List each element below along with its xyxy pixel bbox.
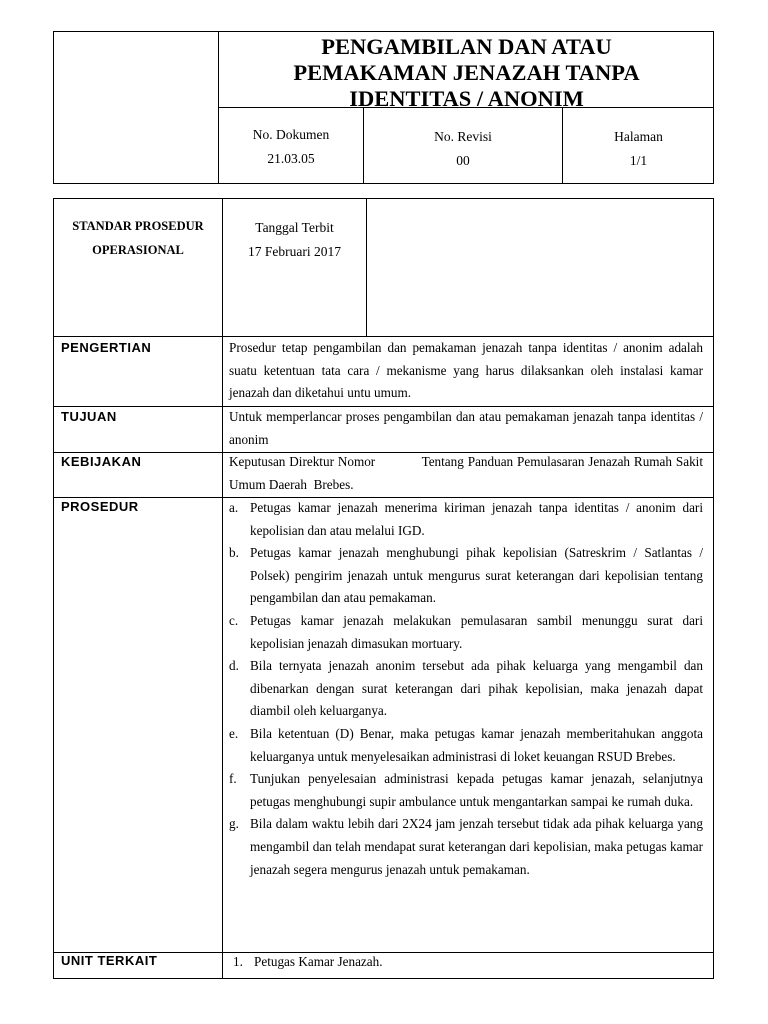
unit-terkait-list [233, 951, 703, 974]
prosedur-item [229, 655, 703, 723]
prosedur-item-marker: d. [229, 658, 239, 674]
prosedur-item-marker: f. [229, 771, 237, 787]
prosedur-list [229, 497, 703, 881]
prosedur-item-marker: c. [229, 612, 239, 628]
prosedur-item [229, 497, 703, 542]
prosedur-item [229, 768, 703, 813]
unit-terkait-item-marker: 1. [233, 954, 243, 969]
prosedur-item [229, 723, 703, 768]
issue-date-label: Tanggal Terbit [255, 220, 334, 235]
revision-cell [364, 125, 562, 173]
prosedur-item-text: Petugas kamar jenazah menghubungi pihak kepolisian (Satreskrim / Satlantas / Polsek) pengirim jenazah untuk mengurus surat keterangan dari kepolisian tentang pengambilan dan atau pemakaman. [250, 545, 703, 606]
page-label: Halaman [614, 129, 663, 144]
label-kebijakan: KEBIJAKAN [61, 454, 142, 469]
unit-terkait-item-text: Petugas Kamar Jenazah. [254, 954, 383, 969]
prosedur-item-marker: a. [229, 500, 239, 515]
prosedur-item-marker: b. [229, 545, 239, 561]
doc-number-cell [219, 123, 363, 171]
page-value: 1/1 [629, 153, 648, 168]
revision-label: No. Revisi [434, 129, 492, 144]
document-title-line-3: IDENTITAS / ANONIM [349, 86, 584, 111]
doc-number-value: 21.03.05 [267, 151, 315, 166]
kebijakan-text: Keputusan Direktur Nomor Tentang Panduan Pemulasaran Jenazah Rumah Sakit Umum Daerah Brebes. [229, 454, 707, 492]
prosedur-item-text: Petugas kamar jenazah menerima kiriman jenazah tanpa identitas / anonim dari kepolisian dan atau melalui IGD. [250, 500, 703, 538]
prosedur-item-text: Petugas kamar jenazah melakukan pemulasaran sambil menunggu surat dari kepolisian jenazah dimasukan mortuary. [250, 612, 703, 651]
sop-title-line-1: STANDAR PROSEDUR [72, 219, 204, 233]
pengertian-text: Prosedur tetap pengambilan dan pemakaman jenazah tanpa identitas / anonim adalah suatu ketentuan tata cara / mekanisme yang harus dilaksankan oleh instalasi kamar jenazah dan diketahui untu umum. [229, 340, 703, 401]
issue-date-value: 17 Februari 2017 [248, 244, 341, 259]
prosedur-item-text: Bila ternyata jenazah anonim tersebut ada pihak keluarga yang mengambil dan dibenarkan dengan surat keterangan dari pihak kepolisian, maka jenazah dapat diambil oleh keluarganya. [250, 658, 703, 719]
document-title-line-1: PENGAMBILAN DAN ATAU [321, 34, 612, 59]
tujuan-text: Untuk memperlancar proses pengambilan dan atau pemakaman jenazah tanpa identitas / anonim [229, 409, 703, 447]
label-column-divider [222, 198, 223, 979]
document-title [219, 32, 714, 111]
prosedur-item-text: Bila dalam waktu lebih dari 2X24 jam jenzah tersebut tidak ada pihak keluarga yang mengambil dan telah mendapat surat keterangan dari kepolisian, maka petugas kamar jenazah segera mengurus jenazah untuk pemakaman. [250, 816, 703, 877]
label-pengertian: PENGERTIAN [61, 340, 152, 355]
page-cell [563, 125, 714, 173]
prosedur-item-marker: e. [229, 725, 239, 741]
prosedur-item-marker: g. [229, 816, 239, 832]
document-title-line-2: PEMAKAMAN JENAZAH TANPA [293, 60, 640, 85]
prosedur-item [229, 542, 703, 610]
label-unit-terkait: UNIT TERKAIT [61, 953, 158, 968]
date-column-divider [366, 198, 367, 336]
doc-number-label: No. Dokumen [252, 127, 330, 142]
label-tujuan: TUJUAN [61, 409, 117, 424]
prosedur-item-text: Bila ketentuan (D) Benar, maka petugas kamar jenazah memberitahukan anggota keluarganya untuk menyelesaikan administrasi di loket keuangan RSUD Brebes. [250, 725, 703, 764]
revision-value: 00 [456, 153, 470, 168]
label-prosedur: PROSEDUR [61, 499, 139, 514]
prosedur-item-text: Tunjukan penyelesaian administrasi kepada petugas kamar jenazah, selanjutnya petugas menghubungi supir ambulance untuk mengantarkan sampai ke rumah duka. [250, 771, 703, 809]
unit-terkait-item [233, 951, 703, 974]
prosedur-item [229, 610, 703, 655]
issue-date-cell [223, 216, 366, 264]
sop-title [54, 214, 222, 262]
sop-title-line-2: OPERASIONAL [92, 243, 184, 257]
prosedur-item [229, 813, 703, 881]
